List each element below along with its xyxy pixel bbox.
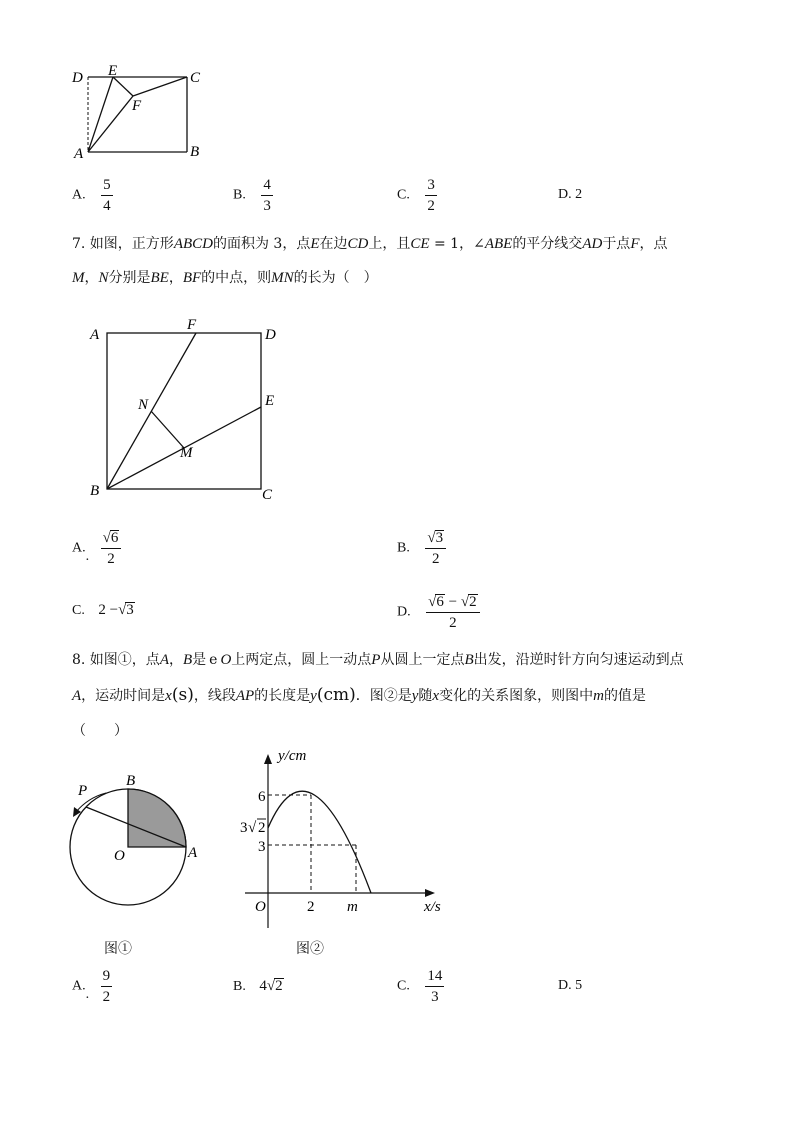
q7-option-b-denominator: 2 (431, 551, 440, 567)
q7-question (72, 234, 732, 288)
q8-text: 出发，沿逆时针方向匀速运动到点 (473, 652, 684, 668)
label-E: E (108, 63, 118, 79)
segment-EF (113, 77, 133, 96)
q7-figure (80, 315, 290, 510)
label-C: C (262, 487, 273, 503)
q6-option-b-numerator: 4 (261, 175, 273, 196)
q6-option-a[interactable] (72, 175, 113, 216)
label-F: F (187, 317, 197, 333)
shaded-sector (128, 789, 186, 847)
q7-option-c[interactable] (72, 602, 135, 619)
q8-option-c[interactable] (397, 966, 444, 1007)
q7-option-b-radicand: 3 (435, 530, 444, 546)
figure-1-caption: 图① (104, 941, 132, 957)
q8-text: 随 (418, 688, 433, 704)
q7-text: 于点 (602, 236, 631, 252)
q7-text: 7. 如图，正方形 (72, 236, 174, 252)
q8-text: 8. 如图①，点 (72, 652, 160, 668)
q8-figure-2 (235, 740, 450, 935)
q7-var: M (72, 270, 85, 286)
q7-option-b[interactable] (397, 528, 446, 569)
q7-option-b-letter: B. (397, 540, 410, 556)
q7-var: BF (182, 270, 202, 286)
sqrt-icon: √ (460, 594, 470, 610)
q6-option-b-fraction (261, 175, 273, 216)
q7-text: 的中点，则 (201, 270, 272, 286)
q7-option-b-numerator (425, 528, 446, 549)
q6-option-c-denominator: 2 (427, 198, 435, 214)
q8-var: A (159, 652, 169, 668)
q8-var: A (72, 688, 82, 704)
q8-text: 的值是 (603, 688, 646, 704)
q7-text: ， (84, 270, 99, 286)
q7-text: 的长为（ ） (293, 270, 378, 286)
q8-option-a-denominator: 2 (102, 989, 111, 1005)
x-axis-arrow-icon (425, 889, 435, 897)
tick-y-3r2-coef: 3 (240, 820, 248, 836)
y-axis-arrow-icon (264, 754, 272, 764)
q7-option-d-denominator: 2 (449, 615, 457, 631)
q8-line-2 (72, 685, 732, 706)
q7-var: ABE (484, 236, 513, 252)
q8-var: x (432, 688, 440, 704)
q7-option-a-letter: A. (72, 540, 86, 556)
q8-text: ．图②是 (355, 688, 412, 704)
q8-option-c-denominator: 3 (431, 989, 439, 1005)
q7-text: ，点 (639, 236, 668, 252)
q7-option-a[interactable] (72, 528, 121, 569)
q8-text: ， (168, 652, 183, 668)
q6-option-c-numerator: 3 (425, 175, 437, 196)
q8-var: O (220, 652, 232, 668)
q7-text: 的平分线交 (512, 236, 583, 252)
q8-text: 从圆上一定点 (380, 652, 465, 668)
q8-figure-1 (60, 765, 220, 915)
y-axis-label: y/cm (278, 748, 307, 764)
q8-var: P (371, 652, 381, 668)
q7-option-d-fraction (426, 592, 479, 633)
q8-var: x (165, 688, 172, 704)
q8-text: 是 (192, 652, 207, 668)
q8-var: AP (235, 688, 255, 704)
q7-var: CE (410, 236, 430, 252)
q7-text: 上，且 (368, 236, 411, 252)
q6-option-b-letter: B. (233, 187, 246, 203)
q8-unit: (s) (171, 685, 194, 705)
segment-AE (88, 77, 113, 152)
q6-option-d[interactable] (558, 187, 582, 203)
q8-line-1 (72, 650, 732, 670)
q7-option-d-letter: D. (397, 604, 411, 620)
q7-var: AD (582, 236, 603, 252)
q8-option-d-value: 5 (575, 978, 583, 993)
q7-option-a-dot: . (85, 548, 90, 564)
q8-option-b[interactable] (233, 978, 284, 995)
tick-x-2: 2 (307, 899, 315, 915)
q8-var: B (182, 652, 193, 668)
q6-option-c[interactable] (397, 175, 437, 216)
q7-var: BE (150, 270, 169, 286)
q8-unit: (cm) (316, 685, 356, 705)
q7-option-d[interactable] (397, 592, 480, 633)
label-B: B (126, 773, 136, 789)
sqrt-icon: √ (118, 602, 127, 618)
q7-text: ， (168, 270, 183, 286)
q8-text: ，线段 (193, 688, 236, 704)
q7-text: 分别是 (108, 270, 151, 286)
q8-option-b-radicand: 2 (275, 978, 283, 994)
label-M: M (180, 445, 193, 461)
q7-text: 的面积为 3，点 (212, 236, 311, 252)
q7-var: CD (347, 236, 369, 252)
q8-text: 的长度是 (254, 688, 311, 704)
q8-var: m (593, 688, 604, 704)
label-E: E (265, 393, 275, 409)
q8-option-a-letter: A. (72, 978, 86, 994)
label-C: C (190, 70, 201, 86)
q8-var: y (310, 688, 317, 704)
q7-option-d-radicand-2: 2 (469, 594, 477, 610)
q8-option-c-fraction (425, 966, 444, 1007)
q6-option-d-value: 2 (575, 187, 583, 202)
q6-figure (60, 60, 220, 170)
q8-option-d-letter: D. (558, 978, 572, 993)
q7-option-c-prefix: 2 − (98, 602, 119, 618)
label-N: N (138, 397, 149, 413)
label-B: B (90, 483, 100, 499)
q6-option-d-letter: D. (558, 187, 572, 202)
sqrt-icon: √ (428, 594, 437, 610)
q7-option-d-radicand-1: 6 (436, 594, 444, 610)
q8-var: B (464, 652, 474, 668)
q7-option-d-minus: − (444, 594, 461, 610)
square-ABCD (107, 333, 261, 489)
q7-option-a-denominator: 2 (107, 551, 115, 567)
segment-AF (88, 96, 133, 152)
q6-option-b[interactable] (233, 175, 273, 216)
q7-option-c-radicand: 3 (126, 602, 134, 618)
sqrt-icon: √ (266, 978, 276, 994)
label-F: F (132, 98, 142, 114)
tick-x-m: m (347, 899, 358, 915)
segment-NM (151, 411, 184, 448)
q6-option-a-numerator: 5 (101, 175, 113, 196)
q6-option-c-letter: C. (397, 187, 410, 203)
q6-option-a-denominator: 4 (103, 198, 111, 214)
q8-question (72, 650, 732, 741)
q7-option-b-fraction (425, 528, 446, 569)
q8-option-a-fraction (101, 966, 113, 1007)
label-D: D (265, 327, 276, 343)
label-D: D (72, 70, 83, 86)
q8-circle-symbol: e (209, 652, 218, 668)
q7-option-d-numerator (426, 592, 479, 613)
q8-option-a-dot: . (85, 986, 90, 1002)
tick-y-3: 3 (258, 839, 266, 855)
q8-option-b-letter: B. (233, 979, 246, 994)
figure-2-caption: 图② (296, 941, 324, 957)
q6-option-b-denominator: 3 (263, 198, 271, 214)
q7-text: 在边 (319, 236, 348, 252)
tick-y-6: 6 (258, 789, 266, 805)
q8-text: （ ） (72, 723, 128, 739)
q8-option-c-numerator: 14 (425, 966, 444, 987)
q7-option-c-letter: C. (72, 603, 85, 618)
q7-text: = 1，∠ (429, 236, 485, 252)
tick-y-3r2-rad: 2 (258, 820, 266, 836)
q6-option-c-fraction (425, 175, 437, 216)
q8-var: y (411, 688, 419, 704)
sqrt-icon: √ (427, 530, 436, 546)
label-P: P (78, 783, 88, 799)
q8-option-c-letter: C. (397, 978, 410, 994)
q7-var: F (630, 236, 640, 252)
label-A: A (90, 327, 100, 343)
sqrt-icon: √ (248, 820, 257, 836)
q7-var: E (310, 236, 320, 252)
q7-option-a-numerator (101, 528, 122, 549)
label-O: O (114, 848, 125, 864)
q7-option-a-radicand: 6 (110, 530, 119, 546)
origin-label: O (255, 899, 266, 915)
q8-line-3 (72, 721, 732, 741)
label-B: B (190, 144, 200, 160)
q7-var: ABCD (173, 236, 213, 252)
x-axis-label: x/s (424, 899, 441, 915)
q6-option-a-letter: A. (72, 187, 86, 203)
q8-option-b-coef: 4 (259, 978, 267, 994)
q8-text: ，运动时间是 (81, 688, 166, 704)
q8-text: 上两定点，圆上一动点 (231, 652, 372, 668)
q7-option-a-fraction (101, 528, 122, 569)
q7-var: N (98, 270, 109, 286)
sqrt-icon: √ (102, 530, 111, 546)
label-A: A (74, 146, 84, 162)
q8-option-a[interactable] (72, 966, 112, 1007)
label-A: A (188, 845, 198, 861)
q8-text: 变化的关系图象，则图中 (439, 688, 594, 704)
segment-FC (133, 77, 187, 96)
q7-var: MN (271, 270, 294, 286)
q8-option-d[interactable] (558, 978, 582, 994)
q8-option-a-numerator: 9 (101, 966, 113, 987)
q6-option-a-fraction (101, 175, 113, 216)
curve-y-of-x (268, 791, 371, 893)
